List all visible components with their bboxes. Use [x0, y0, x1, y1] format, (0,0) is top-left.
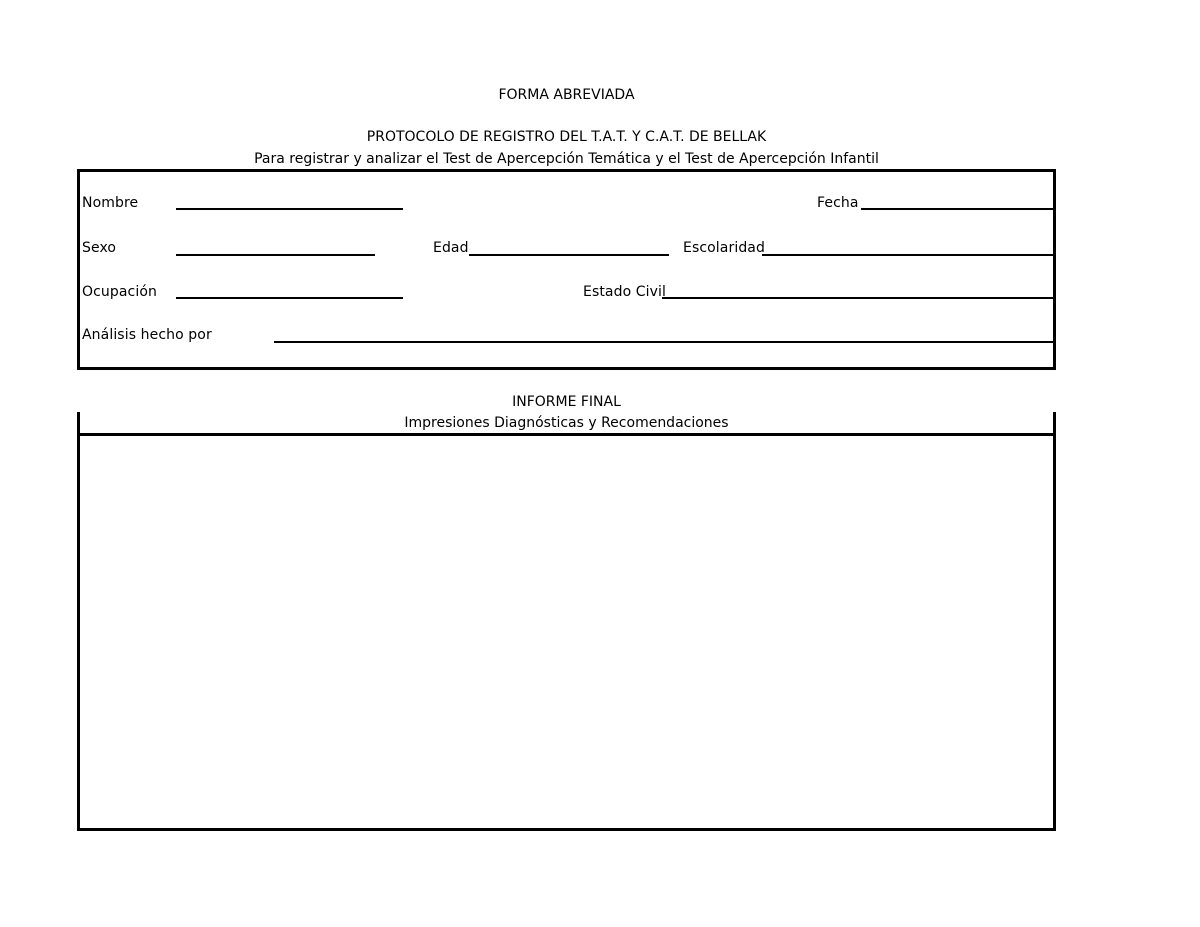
estado-civil-field[interactable]: [662, 297, 1053, 299]
analisis-label: Análisis hecho por: [82, 327, 212, 343]
protocol-title: PROTOCOLO DE REGISTRO DEL T.A.T. Y C.A.T. DE BELLAK: [366, 129, 767, 145]
patient-data-box: [77, 169, 1056, 370]
fecha-label: Fecha: [817, 195, 859, 211]
nombre-label: Nombre: [82, 195, 139, 211]
estado-civil-label: Estado Civil: [583, 284, 667, 300]
sexo-field[interactable]: [176, 254, 375, 256]
ocupacion-label: Ocupación: [82, 284, 157, 300]
escolaridad-label: Escolaridad: [683, 240, 765, 256]
report-text-area[interactable]: [77, 433, 1056, 831]
form-type-title: FORMA ABREVIADA: [498, 87, 635, 103]
protocol-subtitle: Para registrar y analizar el Test de Apercepción Temática y el Test de Apercepción Infantil: [254, 151, 879, 167]
edad-field[interactable]: [469, 254, 669, 256]
edad-label: Edad: [433, 240, 469, 256]
sexo-label: Sexo: [82, 240, 117, 256]
report-subtitle: Impresiones Diagnósticas y Recomendaciones: [404, 415, 729, 431]
analisis-field[interactable]: [274, 341, 1053, 343]
report-title: INFORME FINAL: [512, 394, 621, 410]
ocupacion-field[interactable]: [176, 297, 403, 299]
nombre-field[interactable]: [176, 208, 403, 210]
fecha-field[interactable]: [861, 208, 1053, 210]
escolaridad-field[interactable]: [762, 254, 1053, 256]
